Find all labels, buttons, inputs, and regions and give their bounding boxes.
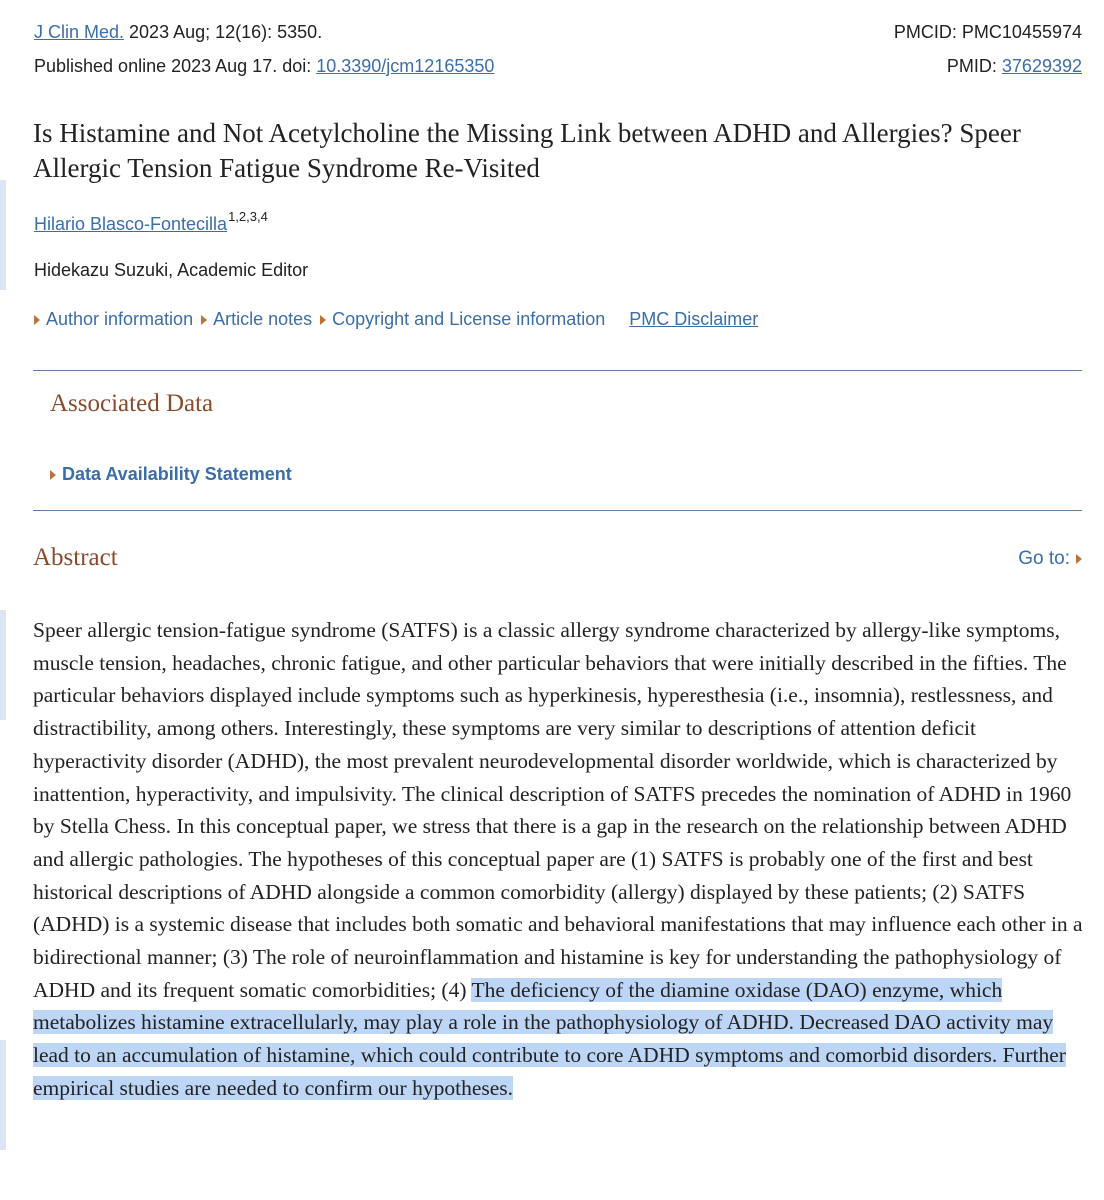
- abstract-heading: Abstract: [33, 544, 118, 571]
- abstract-text: [33, 614, 1083, 1105]
- article-notes-label: Article notes: [213, 309, 313, 329]
- author-information-toggle[interactable]: [34, 309, 193, 330]
- pmid-link[interactable]: 37629392: [1001, 56, 1082, 76]
- author-affiliations: 1,2,3,4: [228, 209, 268, 224]
- section-divider: [33, 370, 1082, 371]
- triangle-right-icon: [201, 315, 207, 325]
- associated-data-heading: Associated Data: [50, 390, 214, 417]
- left-edge-strip: [0, 610, 6, 720]
- pmc-disclaimer-link[interactable]: PMC Disclaimer: [629, 309, 759, 329]
- academic-editor: Hidekazu Suzuki, Academic Editor: [34, 260, 309, 280]
- triangle-right-icon: [34, 315, 40, 325]
- published-info: [34, 56, 494, 77]
- triangle-right-icon: [50, 470, 56, 480]
- author-information-label: Author information: [46, 309, 194, 329]
- article-info-links: [34, 309, 758, 330]
- copyright-license-label: Copyright and License information: [332, 309, 606, 329]
- goto-label: Go to:: [1018, 548, 1070, 569]
- author-line: [34, 209, 268, 235]
- pmid: [947, 56, 1082, 77]
- data-availability-label: Data Availability Statement: [62, 464, 292, 484]
- abstract-text-plain: Speer allergic tension-fatigue syndrome (SATFS) is a classic allergy syndrome characterized by allergy-like symptoms, muscle tension, headaches, chronic fatigue, and other particular behaviors that were initially described in the fifties. The particular behaviors displayed include symptoms such as hyperkinesis, hyperesthesia (i.e., insomnia), restlessness, and distractibility, among others. Interestingly, these symptoms are very similar to descriptions of attention deficit hyperactivity disorder (ADHD), the most prevalent neurodevelopmental disorder worldwide, which is characterized by inattention, hyperactivity, and impulsivity. The clinical description of SATFS precedes the nomination of ADHD in 1960 by Stella Chess. In this conceptual paper, we stress that there is a gap in the research on the relationship between ADHD and allergic pathologies. The hypotheses of this conceptual paper are (1) SATFS is probably one of the first and best historical descriptions of ADHD alongside a common comorbidity (allergy) displayed by these patients; (2) SATFS (ADHD) is a systemic disease that includes both somatic and behavioral manifestations that may influence each other in a bidirectional manner; (3) The role of neuroinflammation and histamine is key for understanding the pathophysiology of ADHD and its frequent somatic comorbidities; (4): [33, 618, 1083, 1002]
- abstract-text-highlighted: The deficiency of the diamine oxidase (DAO) enzyme, which metabolizes histamine extracellularly, may play a role in the pathophysiology of ADHD. Decreased DAO activity may lead to an accumulation of histamine, which could contribute to core ADHD symptoms and comorbid disorders. Further empirical studies are needed to confirm our hypotheses.: [33, 977, 1066, 1100]
- pmid-label: PMID:: [946, 56, 1002, 76]
- author-link[interactable]: Hilario Blasco-Fontecilla: [34, 214, 228, 234]
- article-title: Is Histamine and Not Acetylcholine the Missing Link between ADHD and Allergies? Speer Allergic Tension Fatigue Syndrome Re-Visited: [33, 118, 1021, 183]
- goto-menu[interactable]: [1018, 548, 1082, 570]
- article-notes-toggle[interactable]: [201, 309, 312, 330]
- triangle-right-icon: [1076, 554, 1082, 564]
- left-edge-strip: [0, 1040, 6, 1150]
- issue-info: 2023 Aug; 12(16): 5350.: [124, 22, 323, 42]
- pmcid: PMCID: PMC10455974: [893, 22, 1082, 42]
- left-edge-strip: [0, 180, 6, 290]
- journal-link[interactable]: J Clin Med.: [34, 22, 125, 42]
- journal-info: [34, 22, 322, 43]
- citation-row-2: [34, 56, 1082, 77]
- doi-link[interactable]: 10.3390/jcm12165350: [316, 56, 495, 76]
- data-availability-toggle[interactable]: [50, 464, 292, 485]
- published-prefix: Published online 2023 Aug 17. doi:: [34, 56, 317, 76]
- triangle-right-icon: [320, 315, 326, 325]
- copyright-license-toggle[interactable]: [320, 309, 605, 330]
- section-divider: [33, 510, 1082, 511]
- citation-row-1: [34, 22, 1082, 43]
